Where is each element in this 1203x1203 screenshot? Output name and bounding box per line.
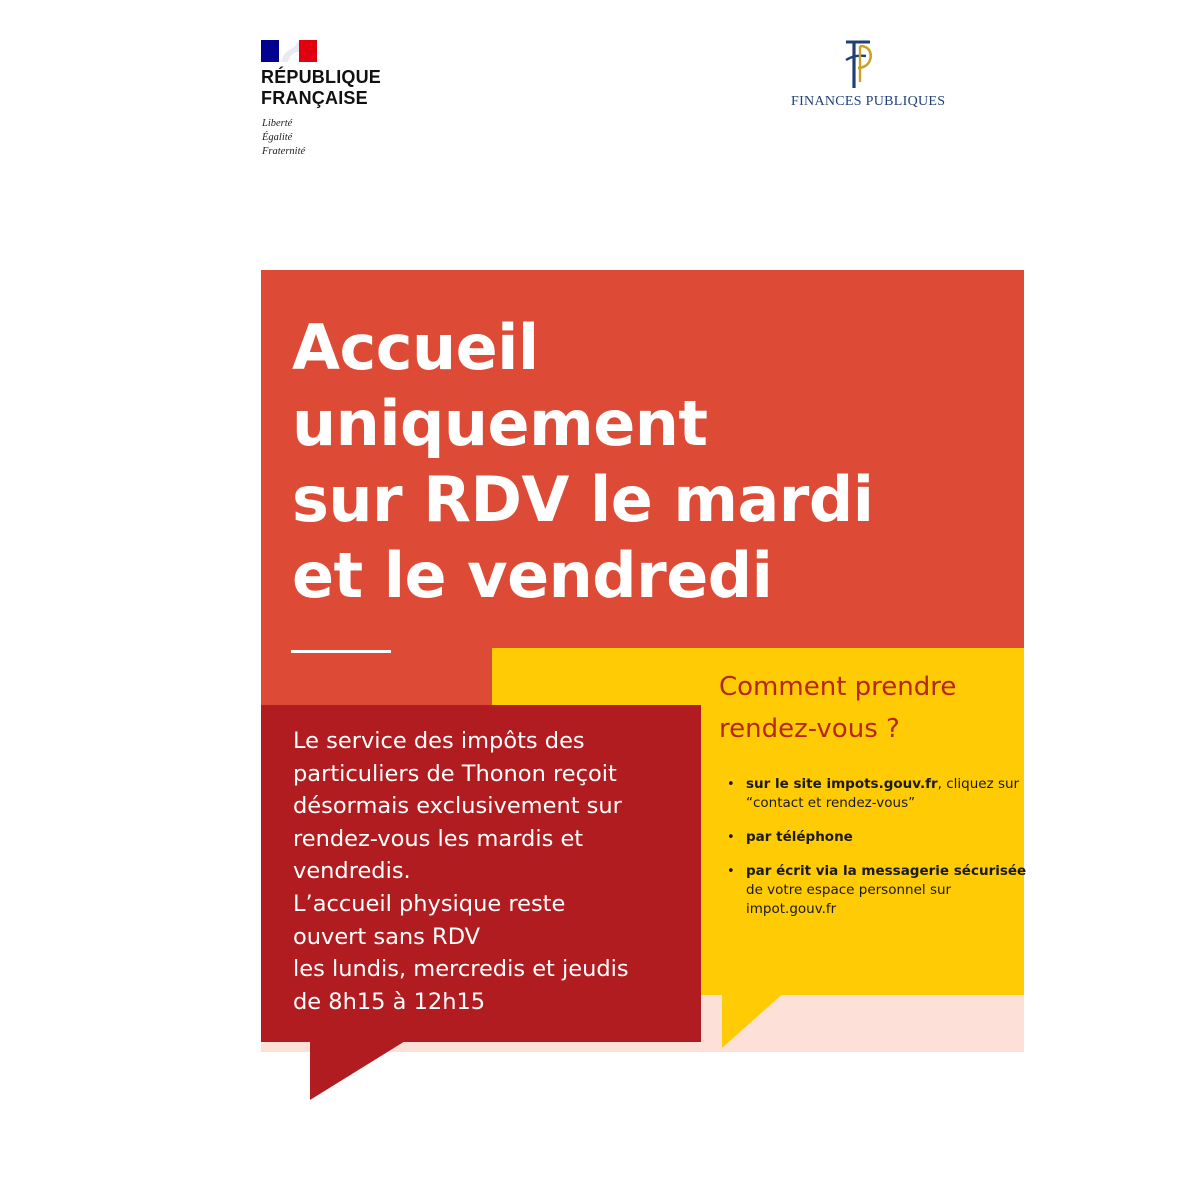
poster-headline: Accueil uniquement sur RDV le mardi et le vendredi (292, 311, 874, 612)
howto-item-phone: • par téléphone (727, 829, 853, 845)
howto-bubble-tail (722, 990, 787, 1048)
howto-item-website: • sur le site impots.gouv.fr, cliquez sur “contact et rendez-vous” (727, 776, 1020, 811)
finances-publiques-name: FINANCES PUBLIQUES (791, 94, 946, 109)
info-bubble-tail (310, 1038, 410, 1100)
howto-title: Comment prendre rendez-vous ? (719, 672, 957, 744)
finances-publiques-logo (780, 38, 950, 118)
republique-francaise-name: RÉPUBLIQUE FRANÇAISE (261, 67, 382, 108)
republique-francaise-logo (261, 40, 411, 160)
howto-list (727, 775, 1027, 934)
howto-item-messaging: • par écrit via la messagerie sécurisée de votre espace personnel sur impot.gouv.fr (727, 863, 1027, 917)
bullet-icon: • (727, 864, 735, 879)
headline-divider (291, 650, 391, 653)
finances-publiques-f-icon (840, 38, 874, 90)
bullet-icon: • (727, 830, 735, 845)
info-text: Le service des impôts des particuliers de Thonon reçoit désormais exclusivement sur rendez-vous les mardis et vendredis. L’accueil physique reste ouvert sans RDV les lundis, mercredis et jeudis de 8h15 à 12h15 (293, 728, 629, 1015)
republique-motto: Liberté Égalité Fraternité (262, 118, 306, 157)
bullet-icon: • (727, 777, 735, 792)
appointment-poster (261, 270, 1027, 1110)
marianne-flag-icon (261, 40, 317, 62)
